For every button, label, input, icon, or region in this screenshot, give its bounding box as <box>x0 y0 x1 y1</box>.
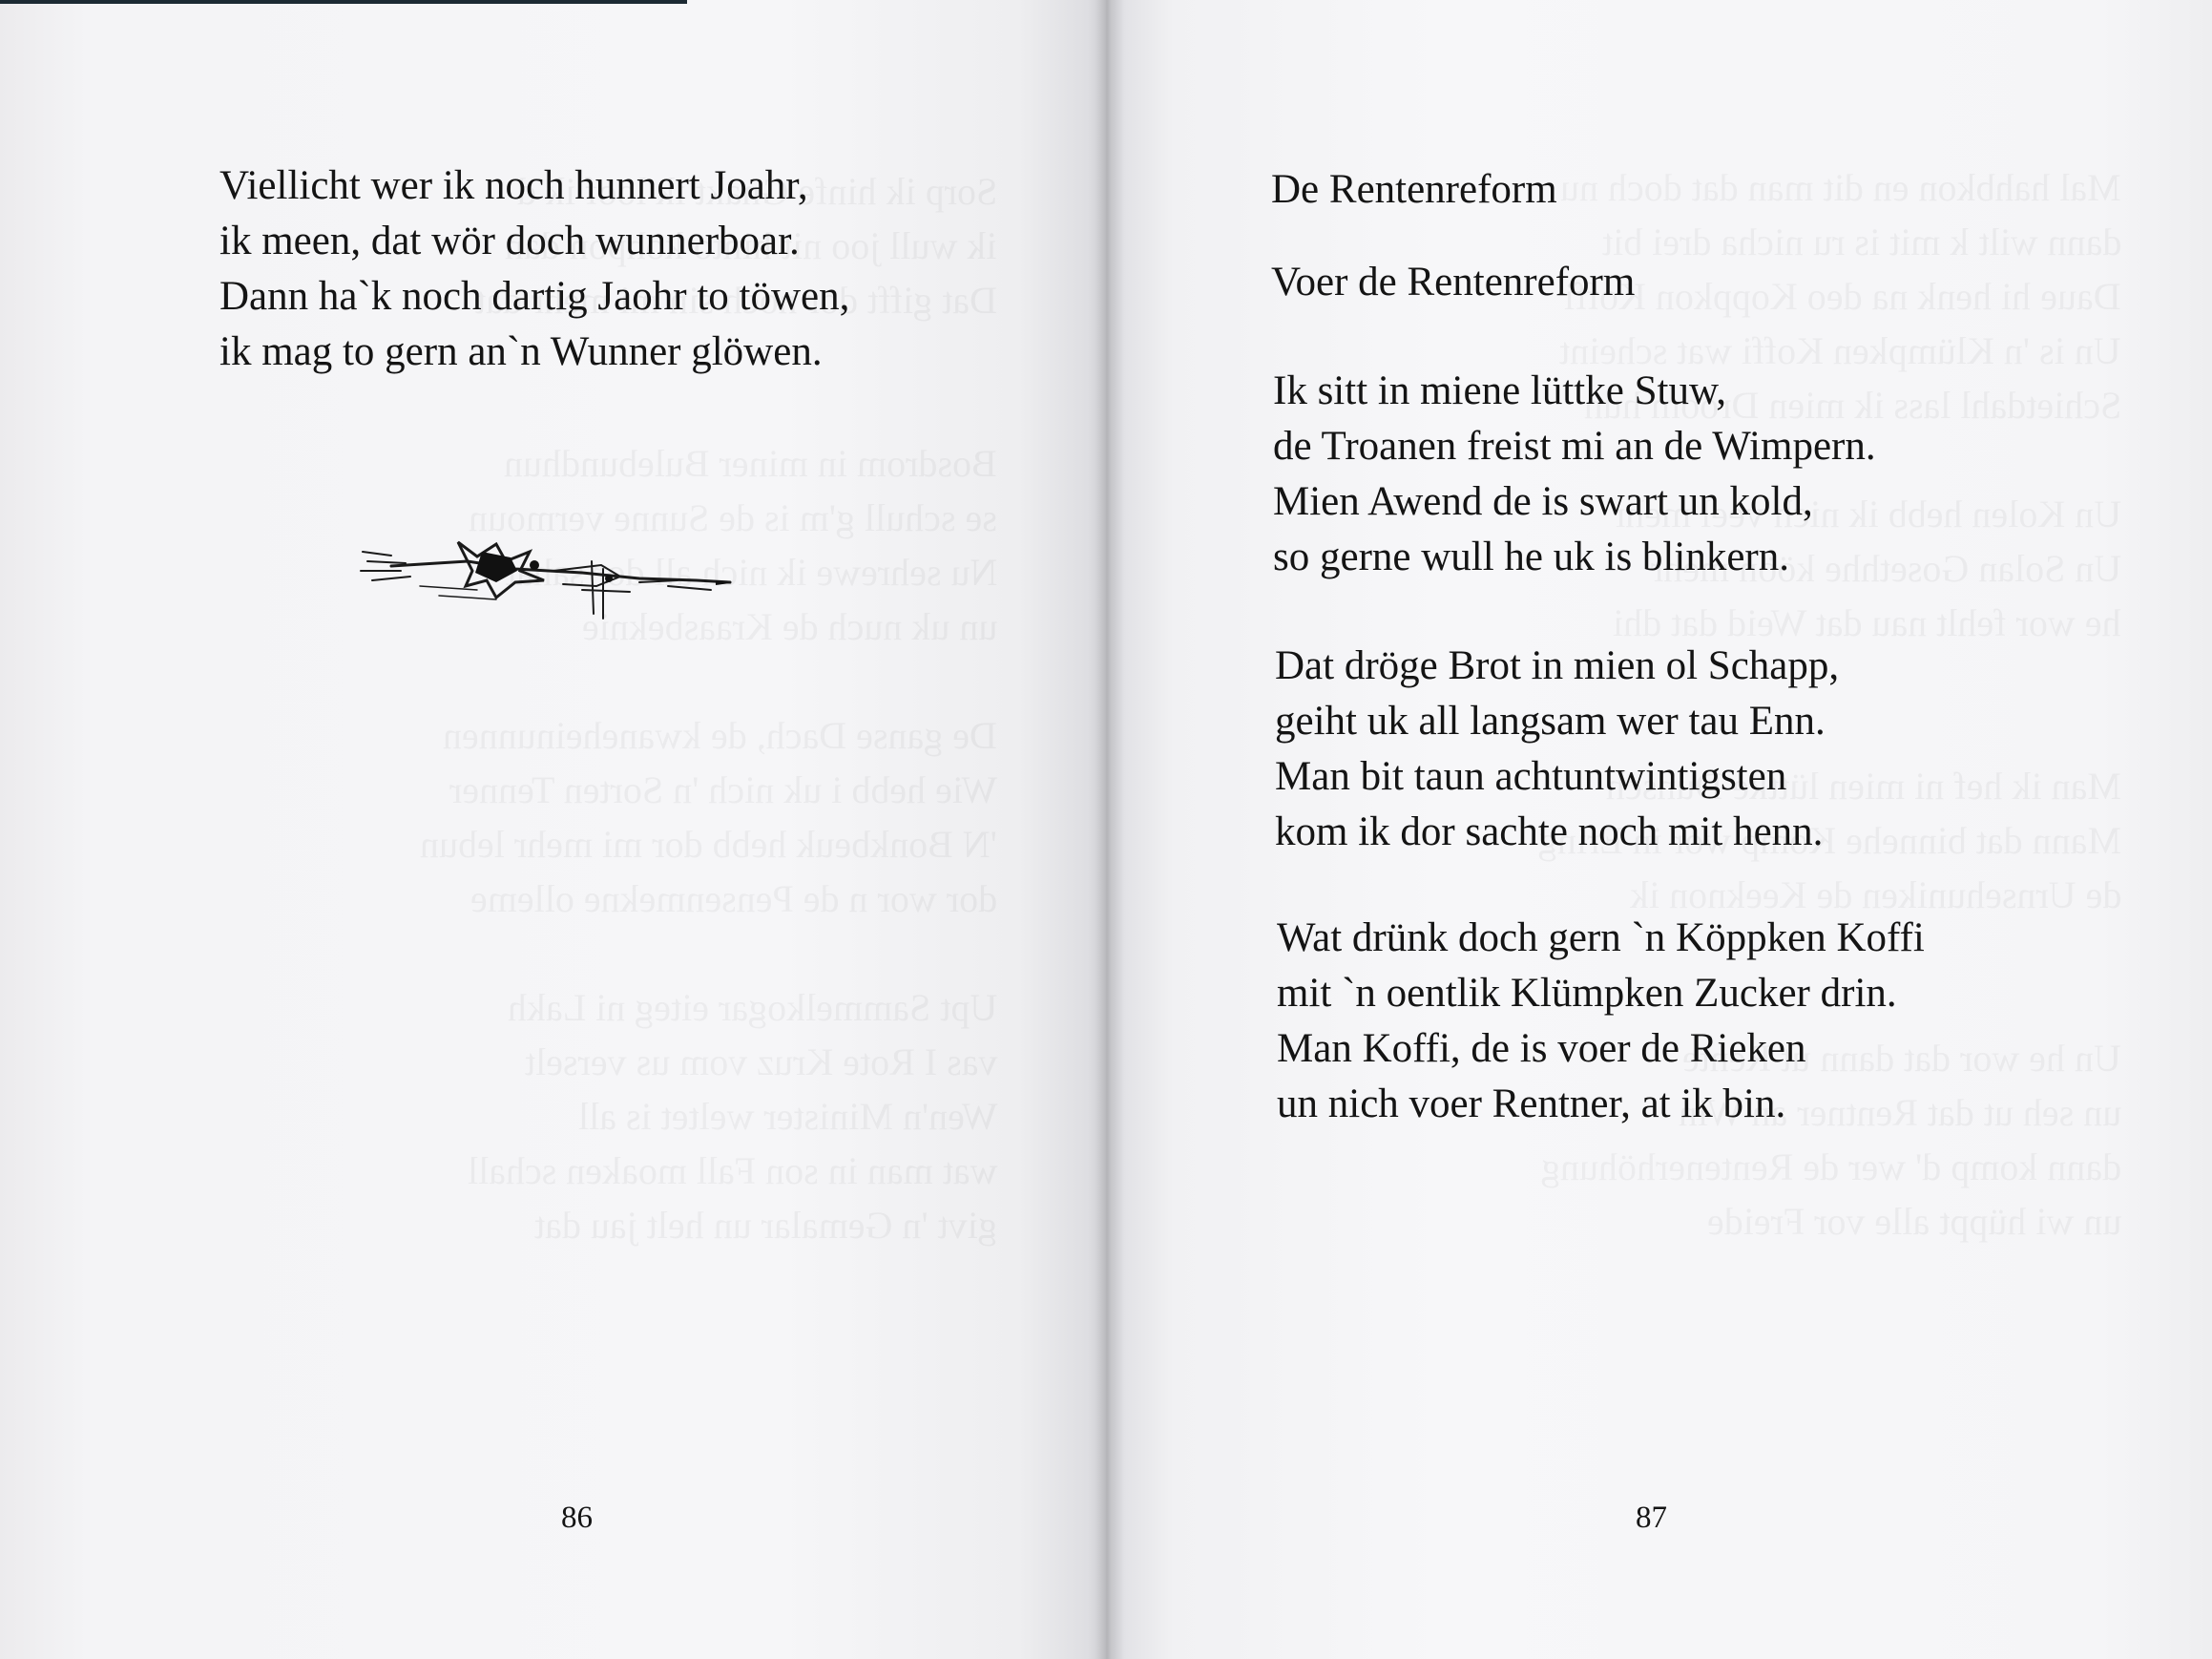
show-through-text <box>1541 1140 2121 1194</box>
show-through-text <box>420 817 997 872</box>
poem-line: Viellicht wer ik noch hunnert Joahr, <box>219 163 808 208</box>
book-gutter <box>1088 0 1126 1659</box>
show-through-text <box>470 872 997 926</box>
dragonfly-sketch-icon <box>353 523 744 628</box>
poem-line: ik mag to gern an`n Wunner glöwen. <box>219 329 823 374</box>
poem-line: Ik sitt in miene lüttke Stuw, <box>1273 368 1726 413</box>
show-through-text <box>1602 215 2121 269</box>
page-edge <box>0 0 687 4</box>
show-through-text <box>443 708 997 763</box>
show-through-text <box>525 1035 997 1089</box>
page-number: 87 <box>1636 1501 1667 1535</box>
show-through-text <box>1564 269 2121 324</box>
poem-line: Mien Awend de is swart un kold, <box>1273 479 1813 524</box>
poem-line: kom ik dor sachte noch mit henn. <box>1275 809 1824 854</box>
poem-line: mit `n oentlik Klümpken Zucker drin. <box>1277 971 1897 1016</box>
poem-line: geiht uk all langsam wer tau Enn. <box>1275 699 1826 744</box>
poem-line: so gerne wull he uk is blinkern. <box>1273 535 1789 579</box>
show-through-text <box>504 436 997 491</box>
show-through-text <box>534 1198 997 1252</box>
poem-line: un nich voer Rentner, at ik bin. <box>1277 1082 1786 1126</box>
poem-line: Dann ha`k noch dartig Jaohr to töwen, <box>219 274 850 319</box>
poem-line: ik meen, dat wör doch wunnerboar. <box>219 219 800 263</box>
poem-line: de Troanen freist mi an de Wimpern. <box>1273 424 1876 469</box>
right-page <box>1107 0 2212 1659</box>
show-through-text <box>508 980 997 1035</box>
poem-subtitle: Voer de Rentenreform <box>1271 260 1636 304</box>
poem-line: Wat drünk doch gern `n Köppken Koffi <box>1277 915 1925 960</box>
poem-line: Dat dröge Brot in mien ol Schapp, <box>1275 643 1840 688</box>
show-through-text <box>449 763 997 817</box>
show-through-text <box>1707 1194 2121 1249</box>
show-through-text <box>468 1144 997 1198</box>
show-through-text <box>578 1089 997 1144</box>
poem-title: De Rentenreform <box>1271 167 1557 212</box>
poem-line: Man bit taun achtuntwintigsten <box>1275 754 1787 799</box>
show-through-text <box>1560 160 2121 215</box>
page-number: 86 <box>561 1501 593 1535</box>
poem-line: Man Koffi, de is voer de Rieken <box>1277 1026 1806 1071</box>
